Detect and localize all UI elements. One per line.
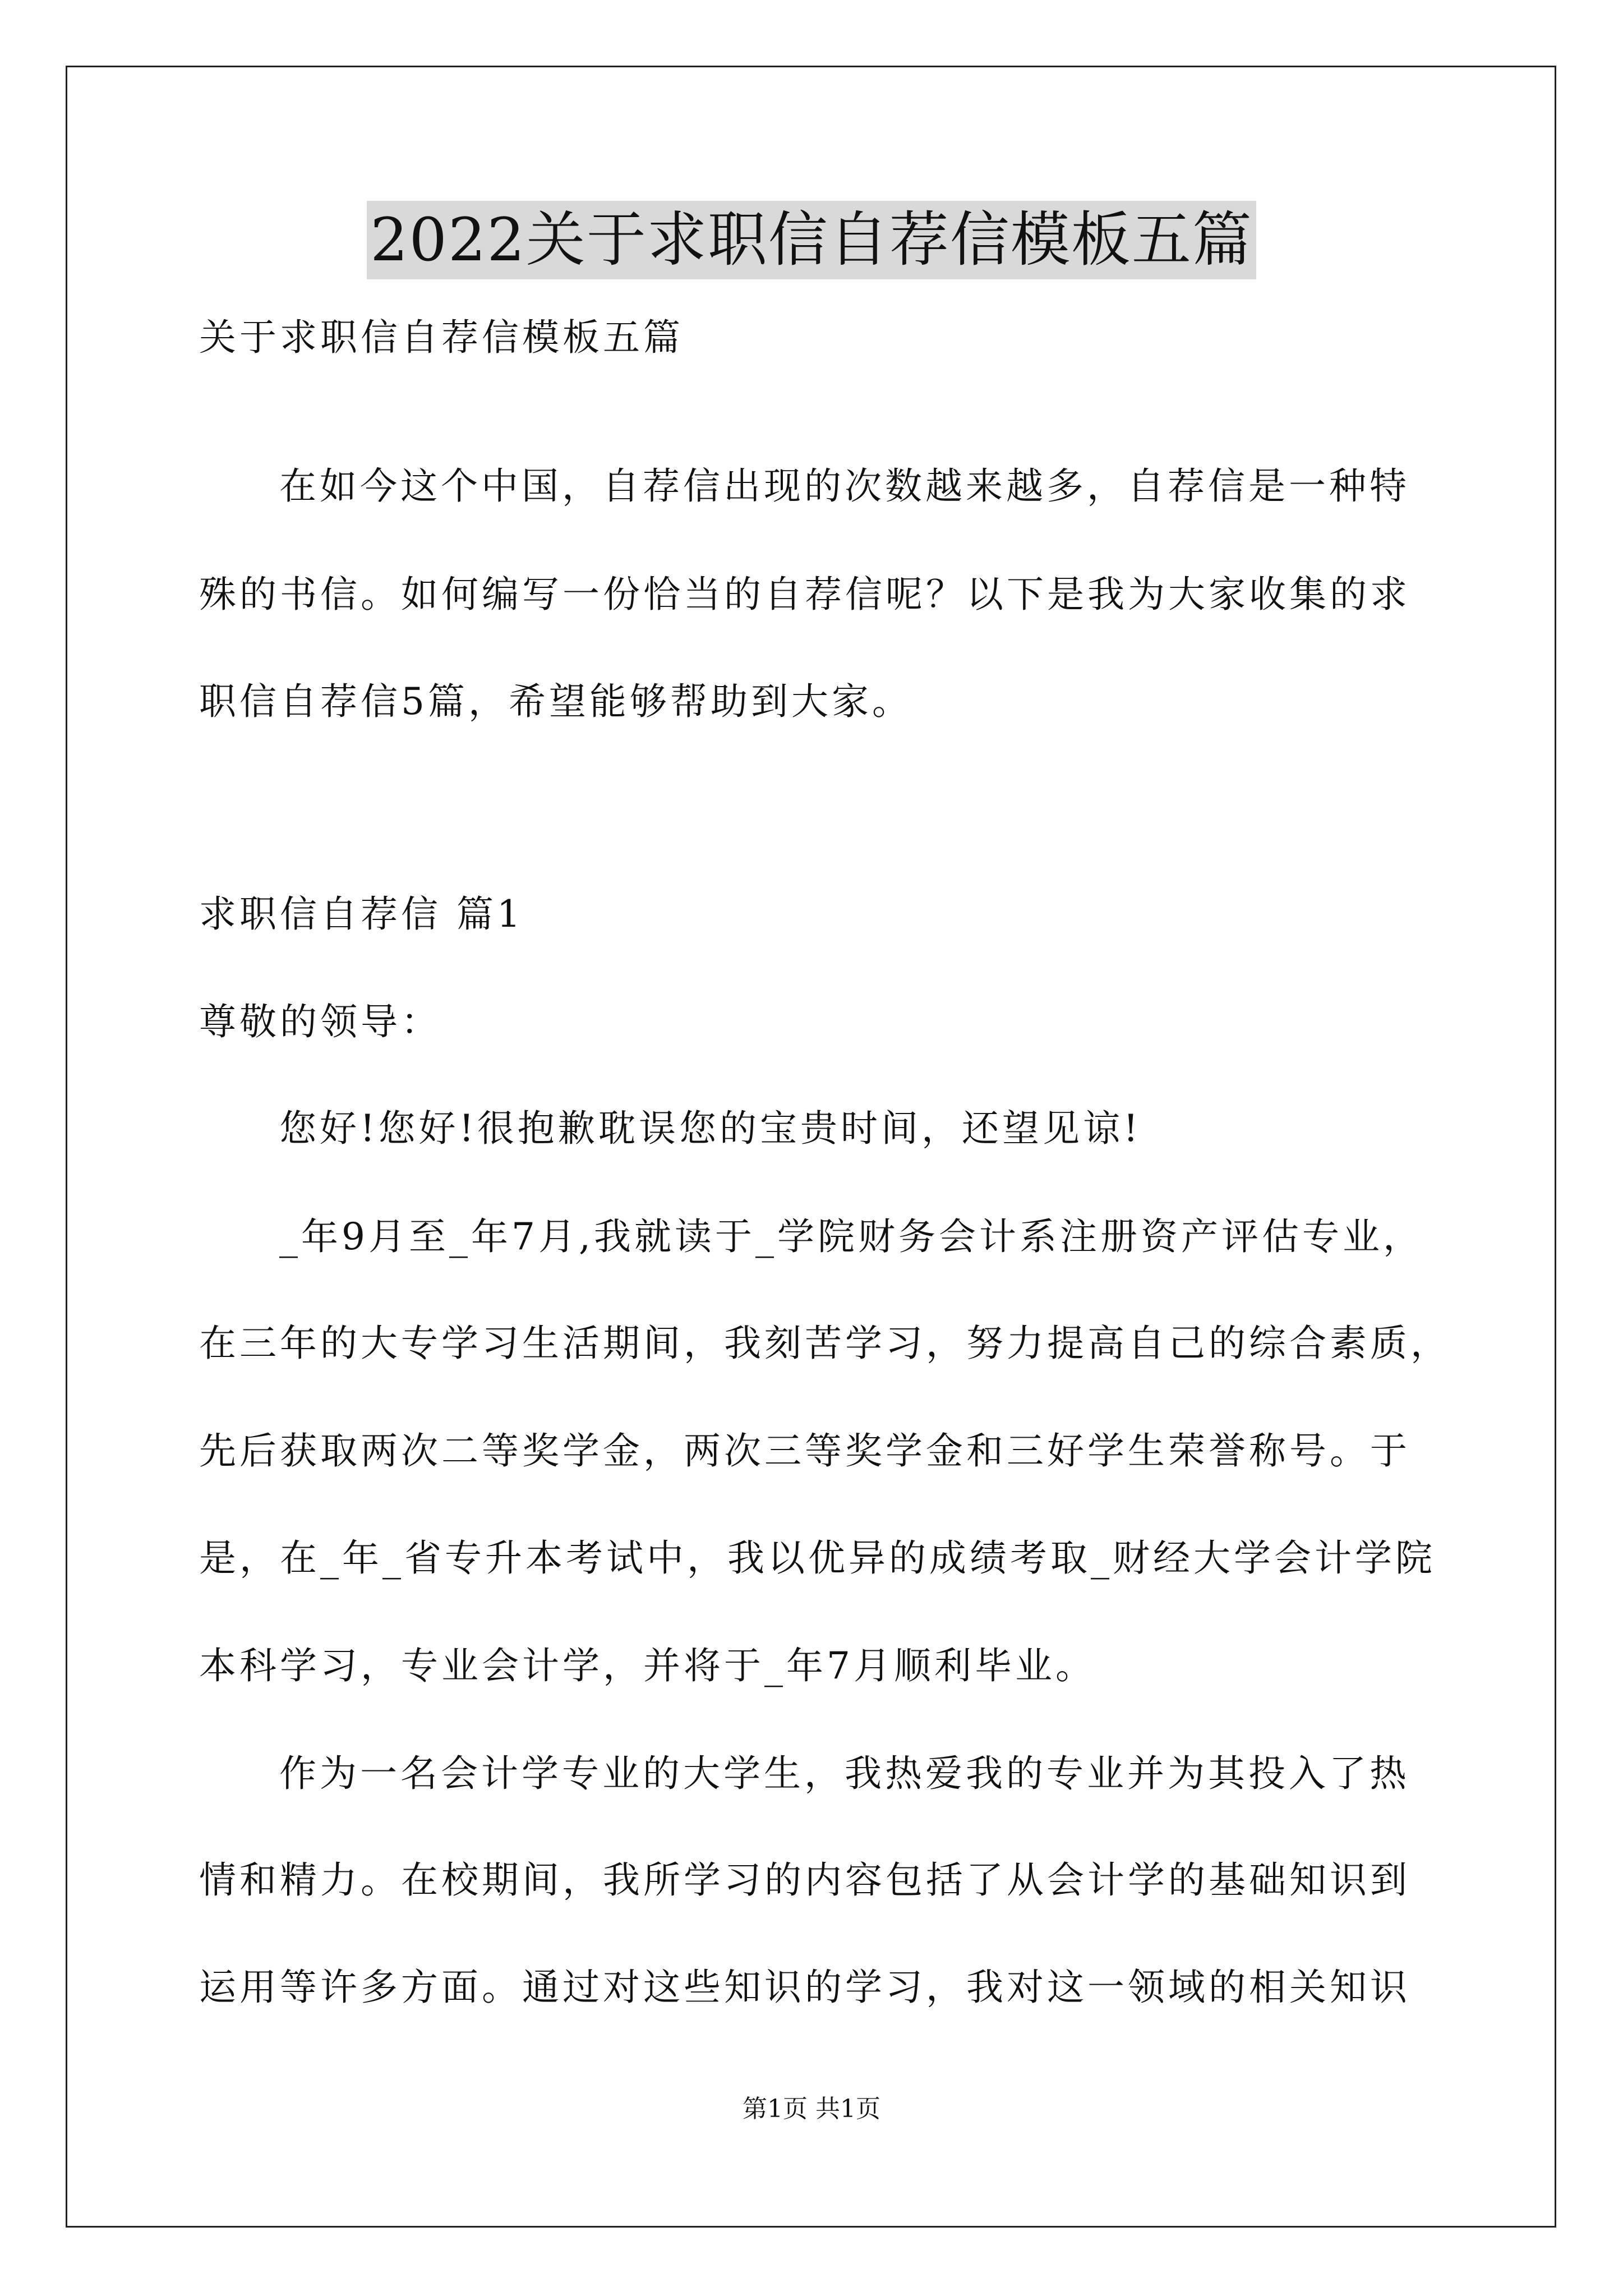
intro-line: 殊的书信。如何编写一份恰当的自荐信呢？以下是我为大家收集的求: [199, 573, 1410, 616]
document-subtitle: 关于求职信自荐信模板五篇: [199, 316, 684, 359]
section-heading: 求职信自荐信 篇1: [199, 892, 524, 936]
body-line: 运用等许多方面。通过对这些知识的学习，我对这一领域的相关知识: [199, 1966, 1410, 2009]
intro-line: 在如今这个中国，自荐信出现的次数越来越多，自荐信是一种特: [279, 464, 1410, 508]
salutation: 尊敬的领导：: [199, 1000, 441, 1043]
body-line: 本科学习，专业会计学，并将于_年7月顺利毕业。: [199, 1644, 1096, 1687]
intro-line: 职信自荐信5篇，希望能够帮助到大家。: [199, 680, 912, 723]
body-line: _年9月至_年7月,我就读于_学院财务会计系注册资产评估专业，: [279, 1215, 1423, 1258]
body-line: 是，在_年_省专升本考试中，我以优异的成绩考取_财经大学会计学院: [199, 1536, 1436, 1580]
document-title-block: [0, 201, 1623, 279]
body-line: 作为一名会计学专业的大学生，我热爱我的专业并为其投入了热: [279, 1752, 1410, 1795]
body-line: 在三年的大专学习生活期间，我刻苦学习，努力提高自己的综合素质，: [199, 1322, 1451, 1365]
body-line: 情和精力。在校期间，我所学习的内容包括了从会计学的基础知识到: [199, 1858, 1410, 1902]
body-line: 您好!您好!很抱歉耽误您的宝贵时间，还望见谅!: [279, 1107, 1142, 1150]
document-title: 2022关于求职信自荐信模板五篇: [367, 201, 1256, 279]
body-line: 先后获取两次二等奖学金，两次三等奖学金和三好学生荣誉称号。于: [199, 1429, 1410, 1473]
page-footer: 第1页 共1页: [743, 2095, 880, 2123]
